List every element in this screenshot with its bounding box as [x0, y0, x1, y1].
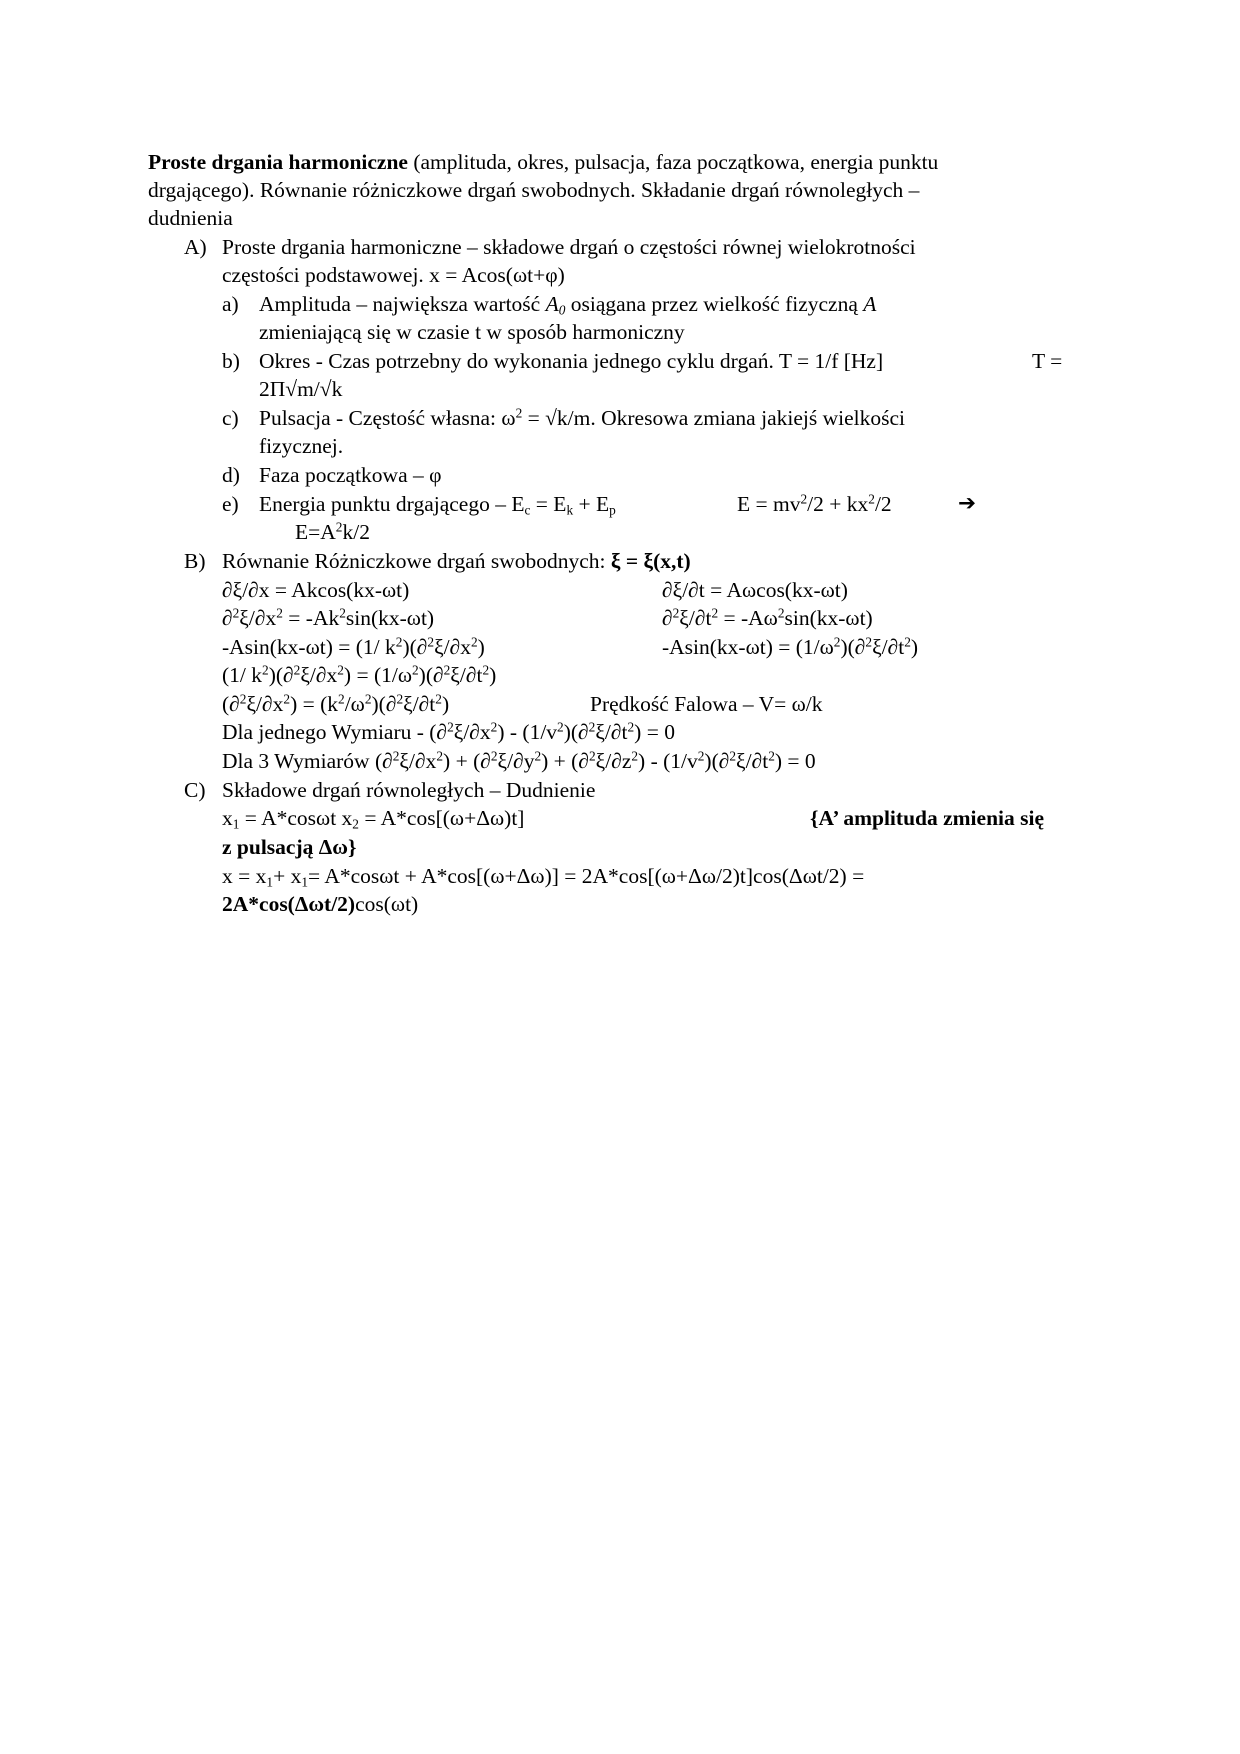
t: ) = (1/ω — [343, 663, 412, 687]
sup: 2 — [412, 662, 419, 678]
sup: 2 — [396, 691, 404, 707]
b-row1-left: ∂ξ/∂x = Akcos(kx-ωt) — [222, 578, 410, 602]
t: (1/ k — [222, 663, 263, 687]
t: -Asin(kx-ωt) = (1/ k — [222, 635, 396, 659]
sup: 2 — [627, 719, 635, 735]
item-e-l2-sup: 2 — [335, 519, 343, 535]
sup: 2 — [283, 691, 291, 707]
t: )(∂ — [840, 635, 866, 659]
t: sin(kx-ωt) — [784, 606, 873, 630]
sub: 1 — [301, 874, 308, 890]
b-row2-left — [222, 604, 434, 632]
item-c-text-2: = √k/m. Okresowa zmiana jakiejś wielkości — [522, 406, 905, 430]
item-a-line-2: zmieniającą się w czasie t w sposób harmoniczny — [259, 320, 685, 344]
b-row7 — [222, 747, 816, 775]
t: ) - (1/v — [497, 720, 558, 744]
item-a-line-1 — [259, 290, 876, 318]
b-row2-right — [662, 604, 873, 632]
t: (∂ — [222, 692, 240, 716]
item-e-l2a: E=A — [295, 520, 336, 544]
sup: 2 — [276, 605, 283, 621]
sup: 2 — [833, 634, 841, 650]
t: )(∂ — [371, 692, 397, 716]
item-e-q2: /2 + kx — [807, 492, 869, 516]
sup: 2 — [588, 719, 596, 735]
item-e-energy-formula — [737, 490, 892, 518]
section-a-line-2: częstości podstawowej. x = Acos(ωt+φ) — [222, 263, 565, 287]
item-b-line-1: Okres - Czas potrzebny do wykonania jednego cyklu drgań. T = 1/f [Hz] — [259, 349, 884, 373]
intro-title-rest: (amplituda, okres, pulsacja, faza początkowa, energia punktu — [407, 150, 939, 174]
sup: 2 — [435, 691, 442, 707]
t: x = x — [222, 864, 267, 888]
sup: 2 — [293, 662, 301, 678]
c-sum — [222, 862, 864, 890]
item-e-line-1 — [259, 490, 616, 518]
item-a-symbol-a2: A — [863, 292, 877, 316]
t: Dla 3 Wymiarów (∂ — [222, 749, 393, 773]
t: ξ/∂t — [403, 692, 436, 716]
t: ξ/∂t — [450, 663, 483, 687]
sup: 2 — [338, 691, 345, 707]
item-e-q-sup2: 2 — [868, 491, 875, 507]
item-c-line-1 — [259, 404, 905, 432]
c-note-line-1: {A’ amplituda zmienia się — [810, 806, 1045, 830]
sup: 2 — [904, 634, 911, 650]
item-e-sub-p: p — [609, 502, 616, 518]
t: ξ/∂x — [453, 720, 491, 744]
t: ) + (∂ — [443, 749, 491, 773]
item-b-right: T = — [1032, 349, 1063, 373]
t: ξ/∂z — [595, 749, 632, 773]
t: ξ/∂t — [595, 720, 628, 744]
sub: 1 — [232, 816, 240, 832]
sup: 2 — [482, 662, 490, 678]
sup: 2 — [262, 662, 269, 678]
t: )(∂ — [563, 720, 589, 744]
section-b-marker: B) — [184, 549, 206, 573]
t: ) + (∂ — [541, 749, 589, 773]
sup: 2 — [339, 605, 346, 621]
t: Dla jednego Wymiaru - (∂ — [222, 720, 448, 744]
t: ) — [910, 635, 919, 659]
sup: 2 — [777, 605, 785, 621]
t: /ω — [344, 692, 365, 716]
t: ) = (k — [290, 692, 339, 716]
item-a-symbol-a: A — [545, 292, 559, 316]
t: ξ/∂t — [679, 606, 712, 630]
b-row5-right: Prędkość Falowa – V= ω/k — [590, 692, 823, 716]
t: = A*cos[(ω+Δω)t] — [358, 806, 525, 830]
item-c-line-2: fizycznej. — [259, 434, 344, 458]
item-e-text-1: Energia punktu drgającego – E — [259, 492, 525, 516]
b-row4 — [222, 661, 496, 689]
sup: 2 — [337, 662, 344, 678]
section-c-line-1: Składowe drgań równoległych – Dudnienie — [222, 778, 596, 802]
sup: 2 — [490, 719, 498, 735]
item-e-q1: E = mv — [737, 492, 801, 516]
item-d-marker: d) — [222, 463, 240, 487]
intro-line-1 — [148, 148, 938, 176]
t: ξ/∂x — [239, 606, 277, 630]
t: ξ/∂x — [434, 635, 471, 659]
t: ) - (1/v — [638, 749, 698, 773]
item-d-line-1: Faza początkowa – φ — [259, 463, 442, 487]
item-e-q3: /2 — [874, 492, 892, 516]
b-row5 — [222, 690, 449, 718]
sup: 2 — [232, 605, 240, 621]
sup: 2 — [534, 748, 542, 764]
sup: 2 — [436, 748, 444, 764]
item-e-text-2: = E — [530, 492, 567, 516]
arrow-right-icon: ➔ — [958, 491, 977, 516]
t: x — [222, 806, 233, 830]
t: = A*cosωt x — [239, 806, 353, 830]
c-result-bold: 2A*cos(Δωt/2) — [222, 892, 356, 916]
section-b-line-1 — [222, 547, 691, 575]
sup: 2 — [588, 748, 596, 764]
b-row3-right — [662, 633, 918, 661]
t: + x — [273, 864, 302, 888]
t: ξ/∂x — [246, 692, 284, 716]
t: ξ/∂y — [497, 749, 535, 773]
sup: 2 — [631, 748, 639, 764]
t: ) = 0 — [634, 720, 675, 744]
t: ξ/∂t — [872, 635, 905, 659]
sup: 2 — [392, 748, 400, 764]
section-b-text: Równanie Różniczkowe drgań swobodnych: — [222, 549, 611, 573]
sup: 2 — [672, 605, 680, 621]
item-e-sub-k: k — [566, 502, 574, 518]
t: )(∂ — [418, 663, 444, 687]
t: ξ/∂x — [399, 749, 437, 773]
intro-title-bold: Proste drgania harmoniczne — [148, 150, 408, 174]
t: )(∂ — [268, 663, 294, 687]
sup: 2 — [711, 605, 719, 621]
sup: 2 — [443, 662, 451, 678]
section-a-marker: A) — [184, 235, 207, 259]
sup: 2 — [729, 748, 737, 764]
sup: 2 — [427, 634, 435, 650]
item-b-marker: b) — [222, 349, 240, 373]
sup: 2 — [557, 719, 564, 735]
t: ξ/∂x — [300, 663, 338, 687]
t: ∂ — [222, 606, 233, 630]
t: = -Aω — [718, 606, 778, 630]
item-b-line-2: 2Π√m/√k — [259, 377, 343, 401]
t: )(∂ — [704, 749, 730, 773]
item-c-sup: 2 — [515, 405, 523, 421]
item-a-text-2: osiągana przez wielkość fizyczną — [565, 292, 864, 316]
c-result-rest: cos(ωt) — [355, 892, 419, 916]
t: ) — [441, 692, 450, 716]
item-a-text-1: Amplituda – największa wartość — [259, 292, 546, 316]
t: ∂ — [662, 606, 673, 630]
sup: 2 — [364, 691, 372, 707]
item-e-line-2 — [295, 518, 370, 546]
item-e-sub-c: c — [524, 502, 531, 518]
intro-line-3: dudnienia — [148, 206, 233, 230]
sup: 2 — [239, 691, 247, 707]
item-c-marker: c) — [222, 406, 239, 430]
t: sin(kx-ωt) — [345, 606, 435, 630]
t: = A*cosωt + A*cos[(ω+Δω)] = 2A*cos[(ω+Δω/2)t]cos(Δωt/2) = — [308, 864, 865, 888]
t: ) — [477, 635, 485, 659]
c-result — [222, 890, 418, 918]
t: ξ/∂t — [736, 749, 769, 773]
sup: 2 — [490, 748, 498, 764]
sub: 2 — [352, 816, 359, 832]
item-e-l2b: k/2 — [342, 520, 370, 544]
sup: 2 — [768, 748, 775, 764]
section-a-line-1: Proste drgania harmoniczne – składowe drgań o częstości równej wielokrotności — [222, 235, 916, 259]
t: -Asin(kx-ωt) = (1/ω — [662, 635, 834, 659]
b-row1-right: ∂ξ/∂t = Aωcos(kx-ωt) — [662, 578, 848, 602]
item-a-sub-0: 0 — [558, 302, 566, 318]
section-c-marker: C) — [184, 778, 206, 802]
t: = -Ak — [282, 606, 340, 630]
item-e-text-3: + E — [573, 492, 610, 516]
sup: 2 — [865, 634, 873, 650]
sup: 2 — [697, 748, 705, 764]
t: )(∂ — [402, 635, 428, 659]
b-row3-left — [222, 633, 485, 661]
t: ) — [489, 663, 497, 687]
item-e-q-sup1: 2 — [800, 491, 808, 507]
c-note-line-2: z pulsacją Δω} — [222, 835, 357, 859]
sup: 2 — [471, 634, 478, 650]
item-a-marker: a) — [222, 292, 239, 316]
section-b-bold: ξ = ξ(x,t) — [610, 549, 691, 573]
item-c-text-1: Pulsacja - Częstość własna: ω — [259, 406, 516, 430]
t: ) = 0 — [774, 749, 816, 773]
sub: 1 — [266, 874, 274, 890]
item-e-marker: e) — [222, 492, 239, 516]
b-row6 — [222, 718, 675, 746]
sup: 2 — [447, 719, 454, 735]
intro-line-2: drgającego). Równanie różniczkowe drgań swobodnych. Składanie drgań równoległych – — [148, 178, 920, 202]
c-components — [222, 804, 524, 832]
sup: 2 — [395, 634, 403, 650]
